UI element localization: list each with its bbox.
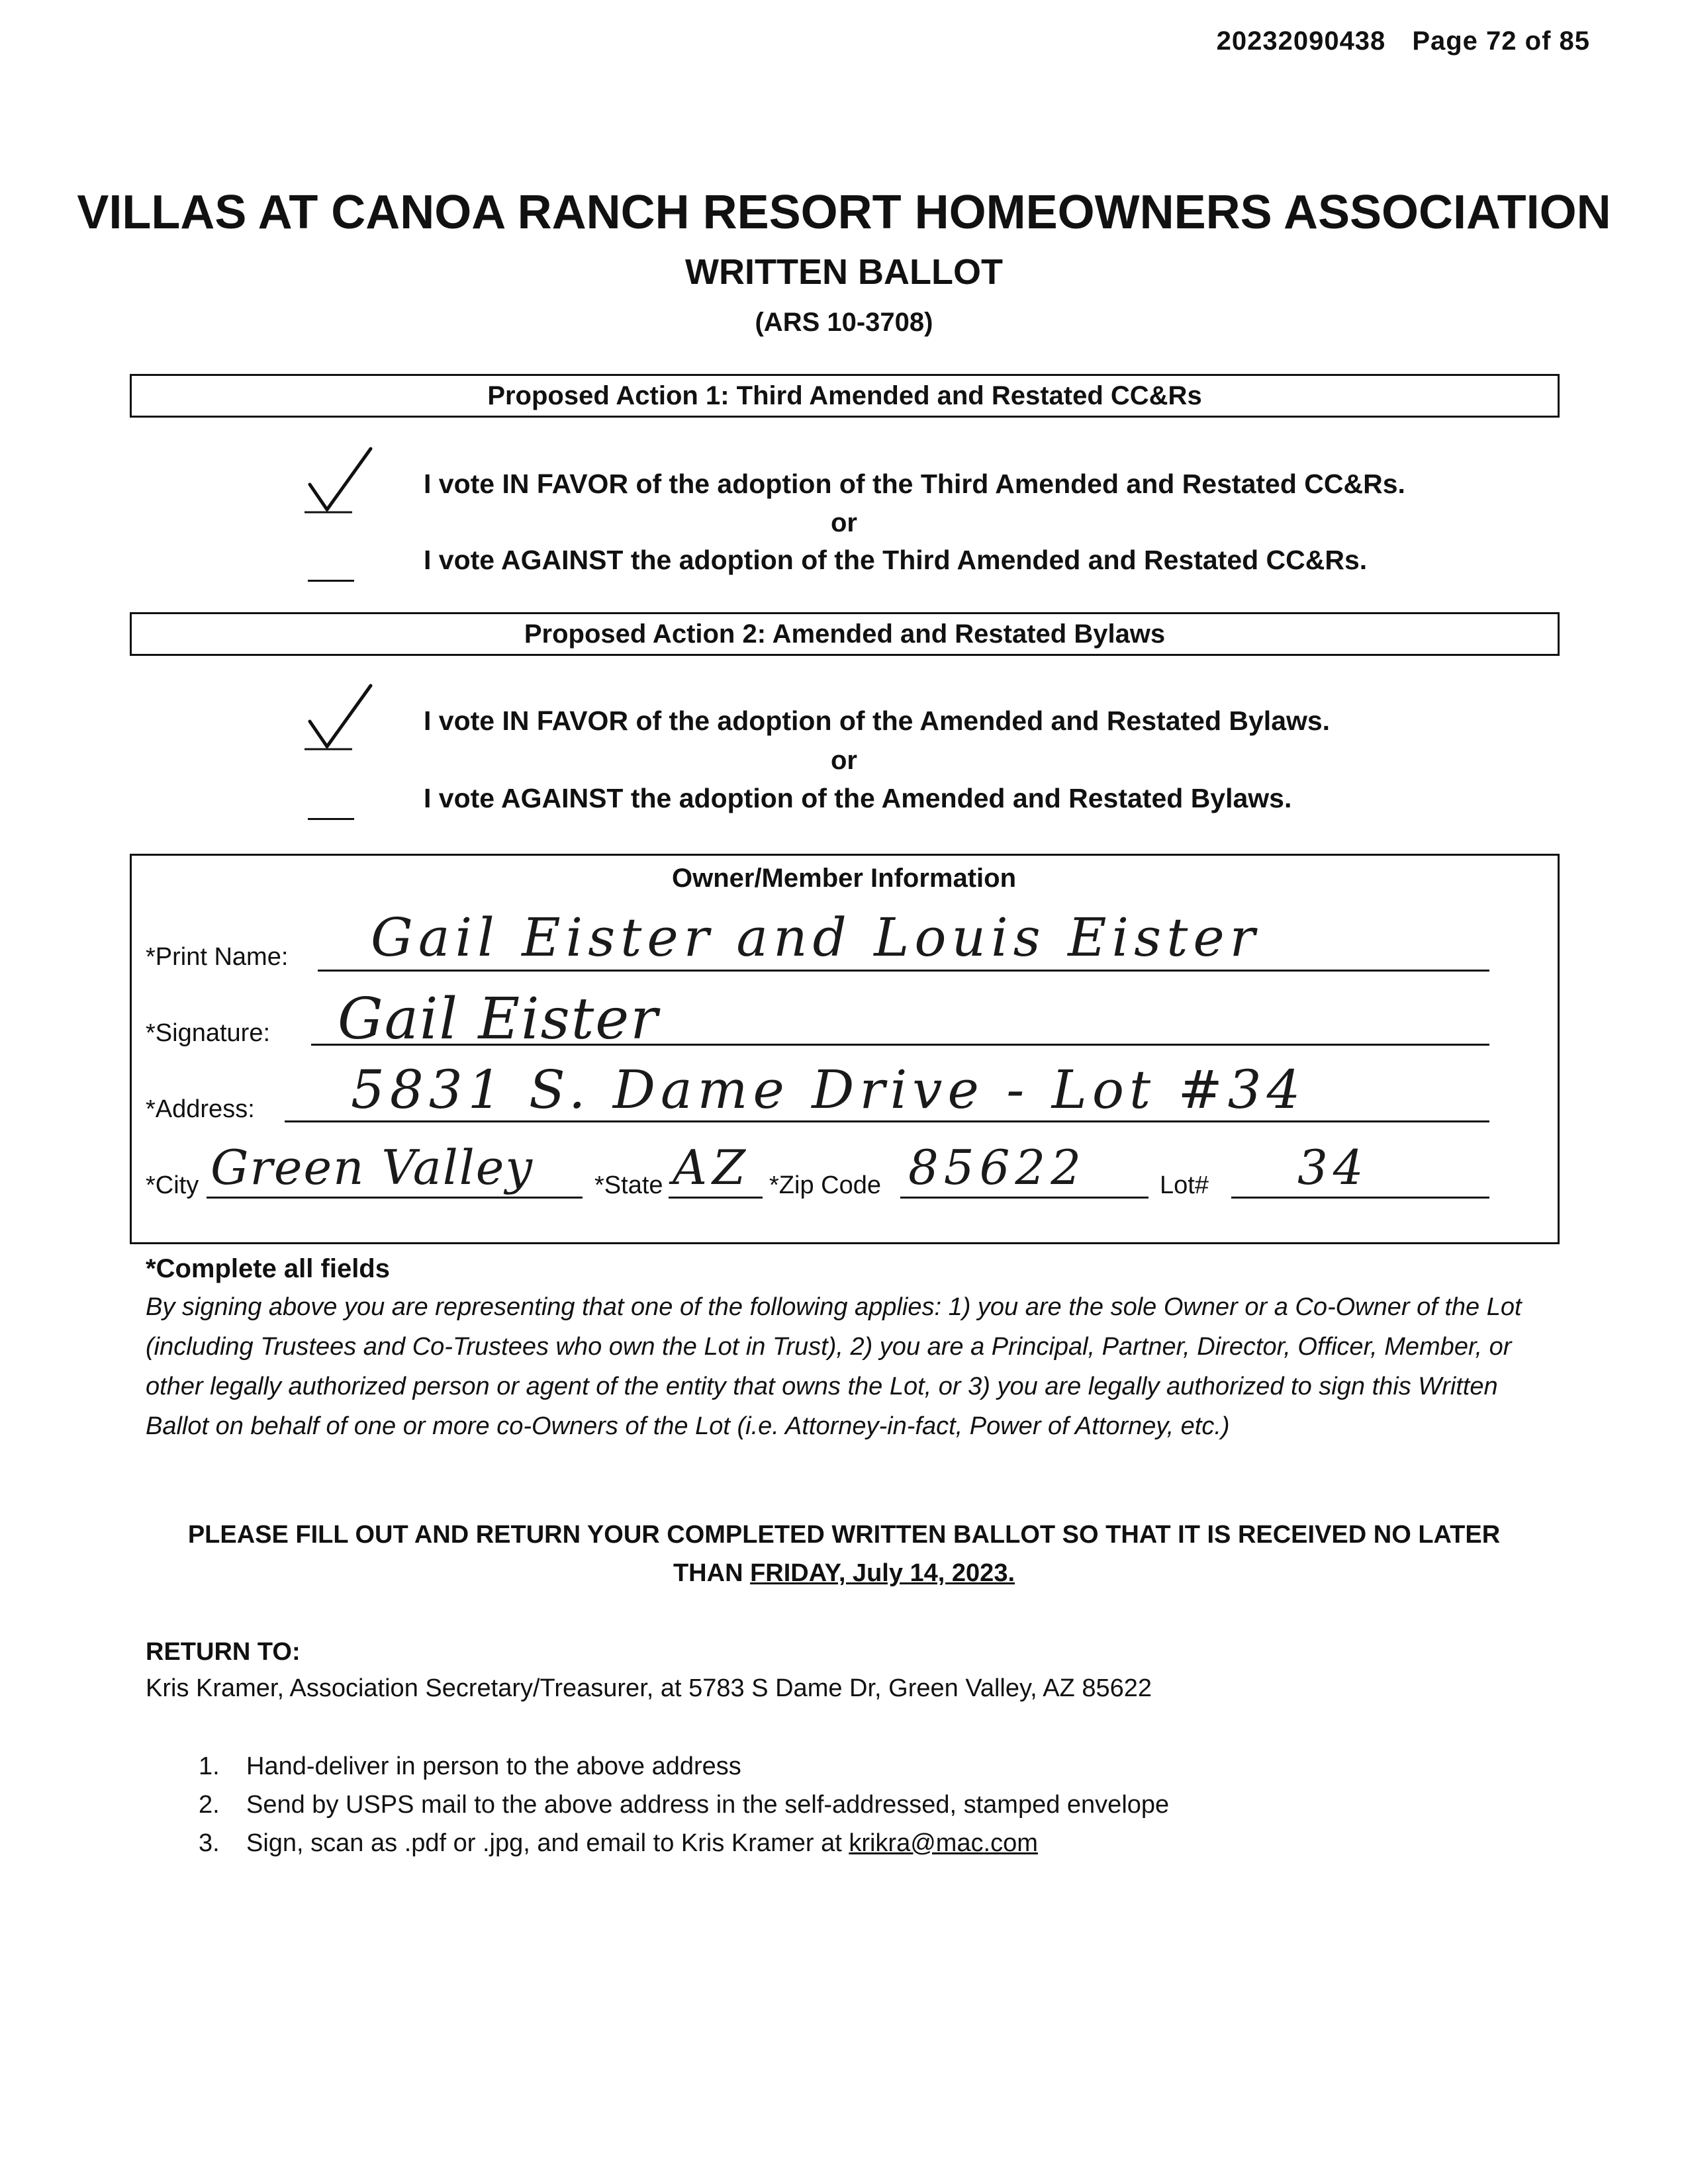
state-label: *State (594, 1171, 663, 1199)
disclaimer-text: By signing above you are representing that one of the following applies: 1) you are the sole Owner or a Co-Owner of the Lot (including Trustees and Co-Trustees who own the Lot in Trust), 2) you are a Principal, Partner, Director, Officer, Member, or other legally authorized person or agent of the entity that owns the Lot, or 3) you are legally authorized to sign this Written Ballot on behalf of one or more co-Owners of the Lot (i.e. Attorney-in-fact, Power of Attorney, etc.) (146, 1293, 1522, 1440)
action-1-header (130, 374, 1560, 418)
list-item (199, 1747, 1169, 1786)
action-1-against-blank[interactable] (308, 580, 354, 582)
list-item (199, 1824, 1169, 1862)
deadline-notice (159, 1516, 1529, 1592)
document-reference (1190, 26, 1590, 56)
complete-all-fields: *Complete all fields (146, 1254, 390, 1283)
action-1-title: Proposed Action 1: Third Amended and Restated CC&Rs (487, 381, 1202, 410)
address-value: 5831 S. Dame Drive - Lot #34 (351, 1059, 1306, 1120)
lot-label: Lot# (1160, 1171, 1209, 1199)
page-label: Page 72 of 85 (1412, 26, 1590, 56)
city-label: *City (146, 1171, 199, 1199)
action-2-against-text: I vote AGAINST the adoption of the Amended and Restated Bylaws. (424, 783, 1292, 813)
city-line[interactable] (207, 1197, 583, 1199)
ballot-subtitle: WRITTEN BALLOT (685, 252, 1003, 292)
document-number: 20232090438 (1216, 26, 1386, 56)
method-text: Sign, scan as .pdf or .jpg, and email to Kris Kramer at (246, 1829, 849, 1857)
address-label: *Address: (146, 1095, 255, 1123)
action-1-or: or (831, 508, 857, 537)
lot-line[interactable] (1231, 1197, 1489, 1199)
lot-value: 34 (1297, 1140, 1369, 1195)
zip-line[interactable] (900, 1197, 1149, 1199)
email-link[interactable]: krikra@mac.com (849, 1829, 1038, 1857)
statute-reference: (ARS 10-3708) (755, 308, 933, 337)
print-name-line[interactable] (318, 970, 1489, 972)
return-address: Kris Kramer, Association Secretary/Treasurer, at 5783 S Dame Dr, Green Valley, AZ 85622 (146, 1674, 1152, 1702)
association-title: VILLAS AT CANOA RANCH RESORT HOMEOWNERS ASSOCIATION (77, 186, 1611, 239)
signature-value: Gail Eister (338, 986, 659, 1052)
print-name-value: Gail Eister and Louis Eister (371, 907, 1260, 968)
method-text: Hand-deliver in person to the above address (246, 1752, 741, 1780)
action-1-favor-check-icon[interactable] (305, 443, 377, 516)
return-heading: RETURN TO: (146, 1638, 301, 1666)
deadline-date: FRIDAY, July 14, 2023. (750, 1559, 1015, 1587)
signature-label: *Signature: (146, 1019, 271, 1047)
action-2-or: or (831, 746, 857, 775)
action-2-favor-check-icon[interactable] (305, 680, 377, 753)
action-2-header (130, 612, 1560, 656)
action-2-against-blank[interactable] (308, 818, 354, 820)
zip-label: *Zip Code (769, 1171, 881, 1199)
owner-info-title: Owner/Member Information (671, 864, 1017, 893)
state-value: AZ (673, 1140, 751, 1195)
list-item (199, 1786, 1169, 1824)
action-2-title: Proposed Action 2: Amended and Restated Bylaws (524, 619, 1166, 649)
list-number: 3. (199, 1829, 220, 1857)
list-number: 1. (199, 1752, 220, 1780)
zip-value: 85622 (908, 1140, 1087, 1195)
action-2-favor-text: I vote IN FAVOR of the adoption of the Amended and Restated Bylaws. (424, 705, 1331, 736)
list-number: 2. (199, 1791, 220, 1819)
print-name-label: *Print Name: (146, 943, 289, 971)
action-1-against-text: I vote AGAINST the adoption of the Third Amended and Restated CC&Rs. (424, 545, 1368, 575)
action-1-favor-text: I vote IN FAVOR of the adoption of the Third Amended and Restated CC&Rs. (424, 469, 1405, 499)
address-line[interactable] (285, 1120, 1489, 1122)
method-text: Send by USPS mail to the above address in the self-addressed, stamped envelope (246, 1791, 1170, 1819)
deadline-text: PLEASE FILL OUT AND RETURN YOUR COMPLETED WRITTEN BALLOT SO THAT IT IS RECEIVED NO LATER THAN (187, 1521, 1501, 1587)
return-methods-list (199, 1747, 1169, 1862)
state-line[interactable] (669, 1197, 763, 1199)
city-value: Green Valley (211, 1140, 534, 1195)
